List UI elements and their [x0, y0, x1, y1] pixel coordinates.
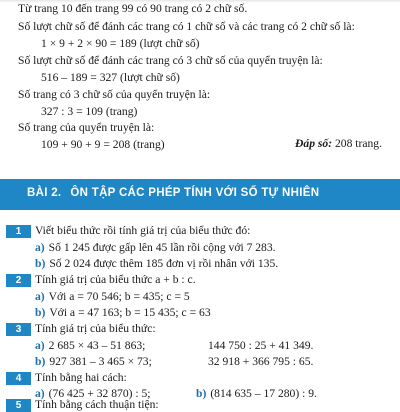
exercise-item-right: 144 750 : 25 + 41 349. [208, 339, 314, 352]
solution-calc: 516 – 189 = 327 (lượt chữ số) [41, 71, 180, 84]
item-label: b) [196, 387, 207, 400]
item-left: 927 381 – 3 465 × 73; [49, 355, 152, 368]
item-text: Số 2 024 được thêm 185 đơn vị rồi nhân với 135. [49, 257, 279, 270]
answer-value: 208 trang. [334, 137, 382, 150]
exercise-item [35, 290, 190, 304]
exercise-prompt: Tính giá trị của biểu thức a + b : c. [35, 273, 196, 286]
solution-line: Số lượt chữ số để đánh các trang có 3 chữ số của quyển truyện là: [18, 54, 323, 67]
item-text: Với a = 70 546; b = 435; c = 5 [48, 290, 190, 303]
exercise-item [35, 241, 276, 255]
solution-line: Số lượt chữ số để đánh các trang có 1 chữ số và các trang có 2 chữ số là: [18, 20, 355, 33]
answer-label: Đáp số: [295, 137, 333, 150]
solution-calc: 109 + 90 + 9 = 208 (trang) [41, 138, 165, 151]
exercise-prompt: Tính giá trị của biểu thức: [35, 322, 156, 335]
item-text: (814 635 – 17 280) : 9. [210, 387, 317, 400]
exercise-number-badge: 3 [6, 323, 31, 336]
exercise-number-badge: 1 [6, 225, 31, 238]
exercise-number-badge: 5 [6, 399, 31, 412]
solution-calc: 327 : 3 = 109 (trang) [41, 105, 138, 118]
exercise-item [196, 387, 317, 401]
final-answer [295, 137, 382, 150]
solution-calc: 1 × 9 + 2 × 90 = 189 (lượt chữ số) [41, 37, 200, 50]
lesson-number: BÀI 2. [27, 187, 62, 199]
item-label: b) [35, 257, 46, 270]
lesson-header [0, 179, 400, 210]
item-label: a) [35, 387, 45, 400]
item-label: a) [35, 290, 45, 303]
item-text: Với a = 47 163; b = 15 435; c = 63 [49, 306, 211, 319]
solution-line: Từ trang 10 đến trang 99 có 90 trang có 2 chữ số. [18, 2, 248, 15]
item-label: b) [35, 355, 46, 368]
exercise-number-badge: 4 [6, 372, 31, 385]
solution-line: Số trang có 3 chữ số của quyển truyện là: [18, 88, 211, 101]
exercise-prompt: Tính bằng cách thuận tiện: [35, 398, 159, 411]
exercise-prompt: Viết biểu thức rồi tính giá trị của biểu thức đó: [35, 224, 251, 237]
lesson-title-text: ÔN TẬP CÁC PHÉP TÍNH VỚI SỐ TỰ NHIÊN [70, 187, 320, 199]
exercise-item [35, 306, 211, 320]
item-label: a) [35, 241, 45, 254]
item-text: (76 425 + 32 870) : 5; [48, 387, 151, 400]
exercise-item-right: 32 918 + 366 795 : 65. [208, 355, 314, 368]
exercise-prompt: Tính bằng hai cách: [35, 371, 127, 384]
item-label: a) [35, 339, 45, 352]
exercise-item [35, 355, 152, 369]
exercise-number-badge: 2 [6, 274, 31, 287]
exercise-item [35, 257, 278, 271]
item-left: 2 685 × 43 – 51 863; [48, 339, 146, 352]
item-label: b) [35, 306, 46, 319]
exercise-item [35, 339, 145, 353]
previous-solution [0, 0, 400, 166]
solution-line: Số trang của quyển truyện là: [18, 121, 155, 134]
item-text: Số 1 245 được gấp lên 45 lần rồi cộng với 7 283. [48, 241, 276, 254]
lesson-title [27, 187, 319, 199]
